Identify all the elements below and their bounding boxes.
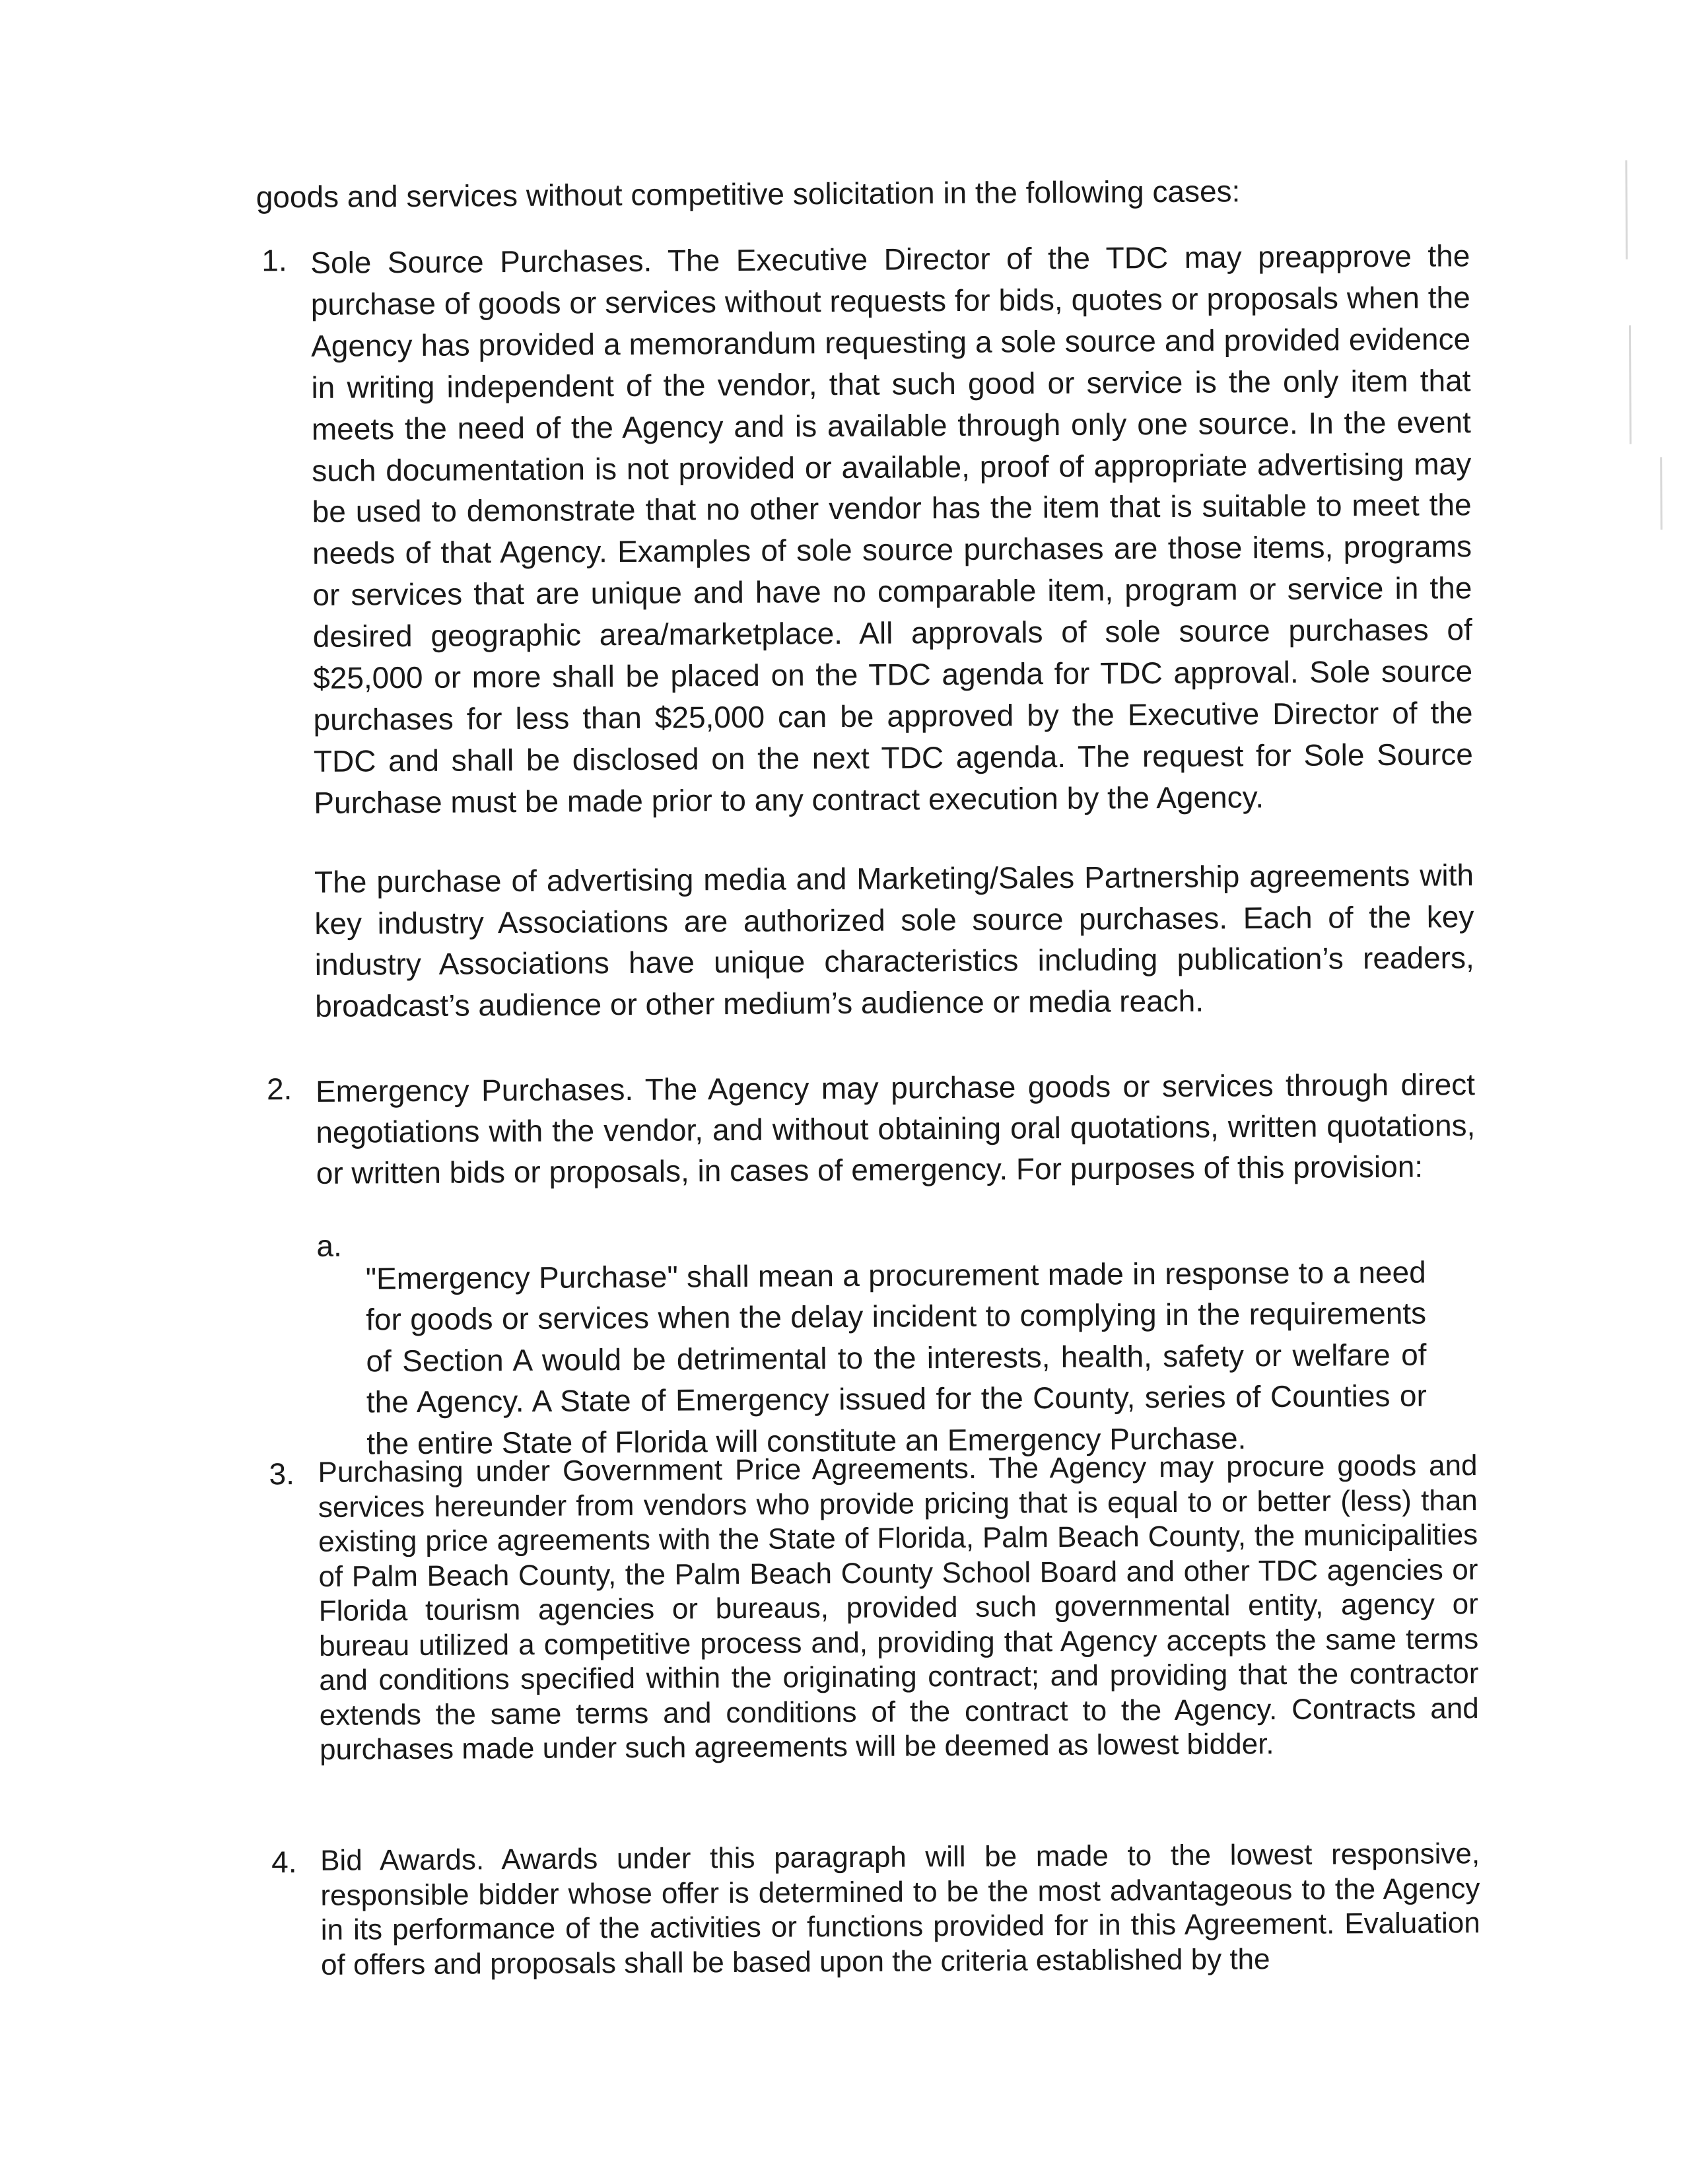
list-item-government-price-agreements: [269, 1449, 1479, 1768]
item-number: 4.: [271, 1845, 297, 1880]
sub-item-letter: a.: [316, 1228, 342, 1263]
item-text: Sole Source Purchases. The Executive Director of the TDC may preapprove the purchase of goods or services without requests for bids, quotes or proposals when the Agency has provided a memorandum requesting a sole source and provided evidence in writing independent of the vendor, that such good or service is the only item that meets the need of the Agency and is available through only one source. In the event such documentation is not provided or available, proof of appropriate advertising may be used to demonstrate that no other vendor has the item that is suitable to meet the needs of that Agency. Examples of sole source purchases are those items, programs or services that are unique and have no comparable item, program or service in the desired geographic area/marketplace. All approvals of sole source purchases of $25,000 or more shall be placed on the TDC agenda for TDC approval. Sole source purchases for less than $25,000 can be approved by the Executive Director of the TDC and shall be disclosed on the next TDC agenda. The request for Sole Source Purchase must be made prior to any contract execution by the Agency.: [310, 238, 1474, 820]
item-number: 3.: [269, 1456, 295, 1491]
sole-source-followup-paragraph: The purchase of advertising media and Marketing/Sales Partnership agreements with key industry Associations are authorized sole source purchases. Each of the key industry Associations have unique characteristics including publication’s readers, broadcast’s audience or other medium’s audience or media reach.: [314, 858, 1474, 1023]
list-item-emergency-purchases: [267, 1064, 1476, 1194]
sub-item-text: "Emergency Purchase" shall mean a procurement made in response to a need for goods or services when the delay incident to complying in the requirements of Section A would be detrimental to the interests, health, safety or welfare of the Agency. A State of Emergency issued for the County, series of Counties or the entire State of Florida will constitute an Emergency Purchase.: [365, 1254, 1427, 1461]
item-number: 2.: [266, 1072, 292, 1107]
intro-paragraph: goods and services without competitive solicitation in the following cases:: [256, 174, 1241, 215]
item-number: 1.: [261, 243, 287, 278]
scan-artifact: [1625, 160, 1628, 259]
item-text: Emergency Purchases. The Agency may purchase goods or services through direct negotiations with the vendor, and without obtaining oral quotations, written quotations, or written bids or proposals, in cases of emergency. For purposes of this provision:: [315, 1067, 1476, 1190]
list-item-sole-source: [261, 235, 1473, 824]
scan-artifact: [1629, 325, 1632, 444]
list-item-bid-awards: [271, 1837, 1480, 1983]
scan-artifact: [1660, 457, 1663, 529]
item-text: Bid Awards. Awards under this paragraph will be made to the lowest responsive, responsible bidder whose offer is determined to be the most advantageous to the Agency in its performance of the activities or functions provided for in this Agreement. Evaluation of offers and proposals shall be based upon the criteria established by the: [320, 1837, 1480, 1981]
item-text: Purchasing under Government Price Agreements. The Agency may procure goods and services hereunder from vendors who provide pricing that is equal to or better (less) than existing price agreements with the State of Florida, Palm Beach County, the municipalities of Palm Beach County, the Palm Beach County School Board and other TDC agencies or Florida tourism agencies or bureaus, provided such governmental entity, agency or bureau utilized a competitive process and, providing that Agency accepts the same terms and conditions specified within the originating contract; and providing that the contractor extends the same terms and conditions of the contract to the Agency. Contracts and purchases made under such agreements will be deemed as lowest bidder.: [318, 1449, 1479, 1766]
